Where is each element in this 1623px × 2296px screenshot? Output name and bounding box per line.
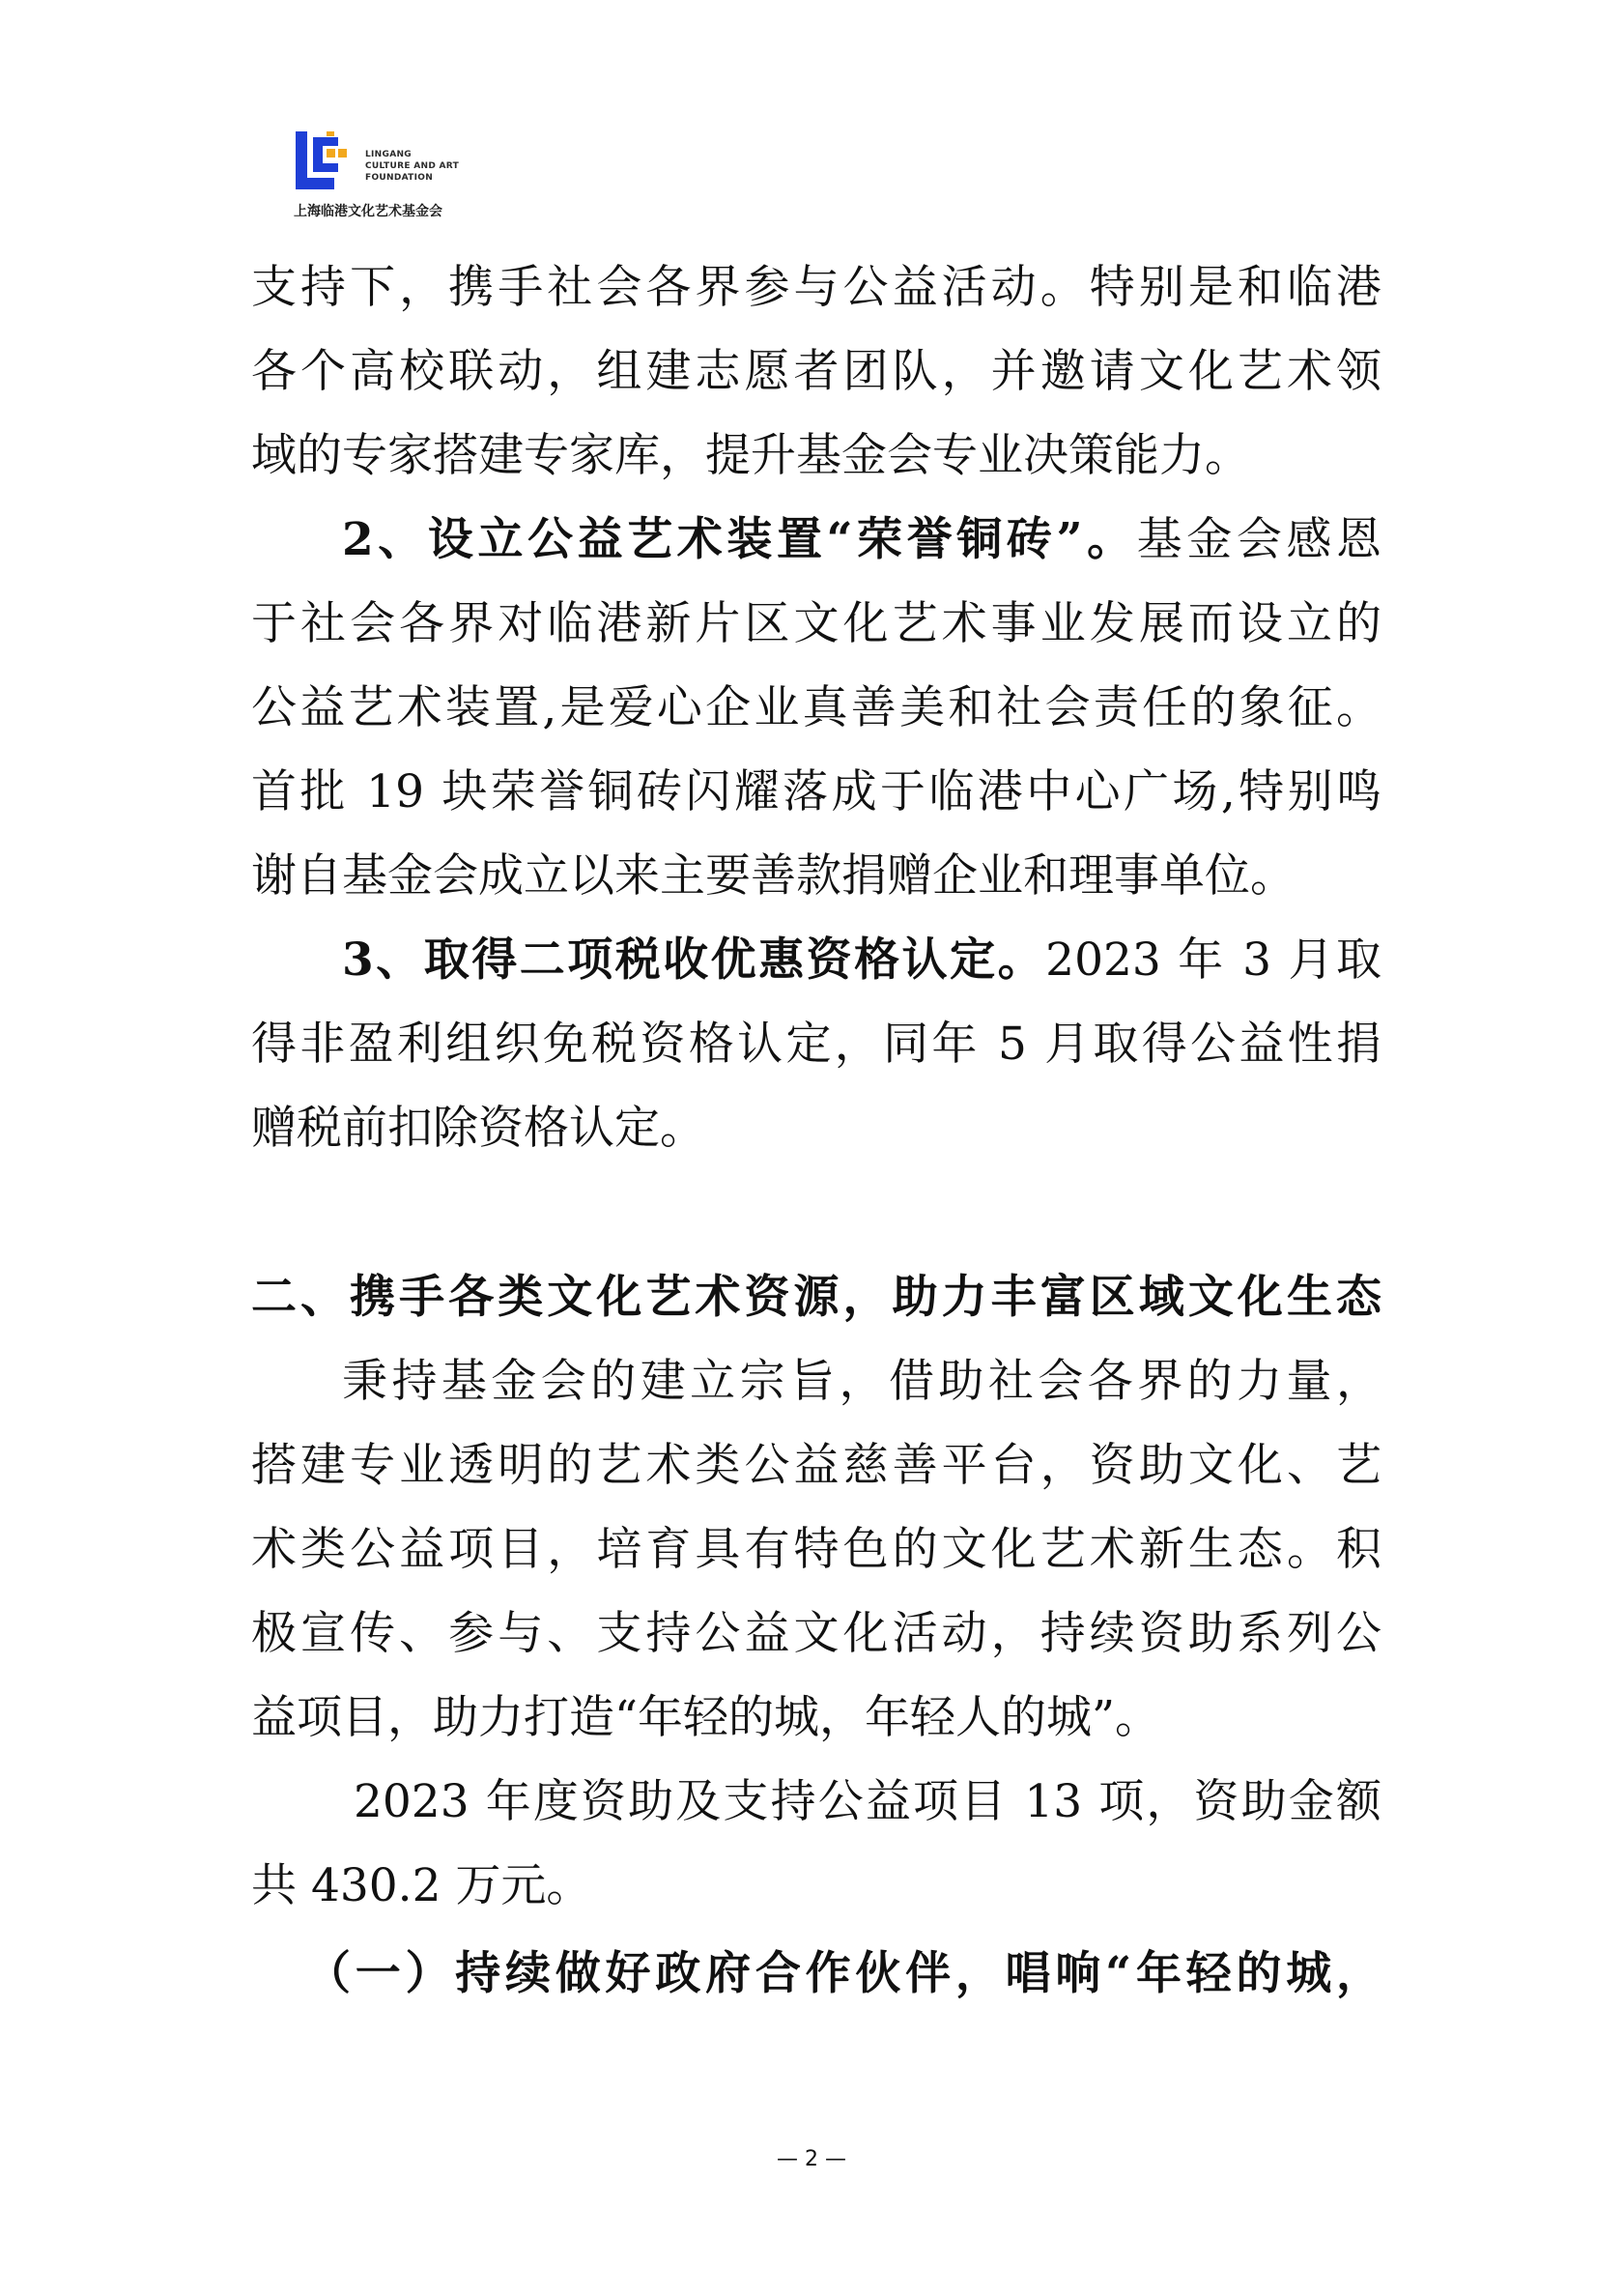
document-body — [251, 245, 1381, 2016]
paragraph-bold-lead: 2、设立公益艺术装置“荣誉铜砖”。 — [342, 513, 1137, 566]
paragraph-bold-lead: 3、取得二项税收优惠资格认定。 — [342, 933, 1046, 987]
paragraph-line: 极宣传、参与、支持公益文化活动，持续资助系列公 — [251, 1607, 1381, 1660]
paragraph-line: 秉持基金会的建立宗旨，借助社会各界的力量， — [342, 1355, 1381, 1408]
paragraph-lead-rest: 2023 年 3 月取 — [1045, 933, 1381, 987]
paragraph-line: 得非盈利组织免税资格认定，同年 5 月取得公益性捐 — [251, 1018, 1381, 1071]
subsection-heading: （一）持续做好政府合作伙伴，唱响“年轻的城， — [305, 1947, 1381, 2000]
logo-english-name — [365, 149, 459, 184]
logo-en-line: LINGANG — [365, 150, 412, 159]
paragraph-lead-line — [251, 498, 1381, 582]
paragraph-line: 术类公益项目，培育具有特色的文化艺术新生态。积 — [251, 1523, 1381, 1576]
paragraph-line: 支持下，携手社会各界参与公益活动。特别是和临港 — [251, 261, 1381, 314]
section-heading: 二、携手各类文化艺术资源，助力丰富区域文化生态 — [251, 1271, 1381, 1324]
logo-en-line: FOUNDATION — [365, 173, 434, 183]
paragraph-line: 搭建专业透明的艺术类公益慈善平台，资助文化、艺 — [251, 1439, 1381, 1492]
paragraph-line: 益项目，助力打造“年轻的城，年轻人的城”。 — [251, 1691, 1161, 1744]
foundation-logo — [294, 129, 506, 226]
paragraph-line: 2023 年度资助及支持公益项目 13 项，资助金额 — [354, 1775, 1381, 1828]
paragraph-lead-rest: 基金会感恩 — [1136, 513, 1381, 566]
paragraph-line: 公益艺术装置,是爱心企业真善美和社会责任的象征。 — [251, 681, 1381, 734]
paragraph-line: 各个高校联动，组建志愿者团队，并邀请文化艺术领 — [251, 345, 1381, 398]
paragraph-line: 赠税前扣除资格认定。 — [251, 1102, 705, 1155]
paragraph-line: 谢自基金会成立以来主要善款捐赠企业和理事单位。 — [251, 849, 1296, 903]
paragraph-line: 首批 19 块荣誉铜砖闪耀落成于临港中心广场,特别鸣 — [251, 765, 1381, 818]
page-number: — 2 — — [777, 2147, 846, 2171]
paragraph-line: 共 430.2 万元。 — [251, 1859, 592, 1912]
logo-mark-icon — [296, 131, 356, 191]
paragraph-lead-line — [251, 918, 1381, 1002]
paragraph-line: 于社会各界对临港新片区文化艺术事业发展而设立的 — [251, 597, 1381, 650]
logo-chinese-name: 上海临港文化艺术基金会 — [294, 204, 442, 219]
paragraph-line: 域的专家搭建专家库，提升基金会专业决策能力。 — [251, 429, 1250, 482]
logo-en-line: CULTURE AND ART — [365, 161, 460, 171]
